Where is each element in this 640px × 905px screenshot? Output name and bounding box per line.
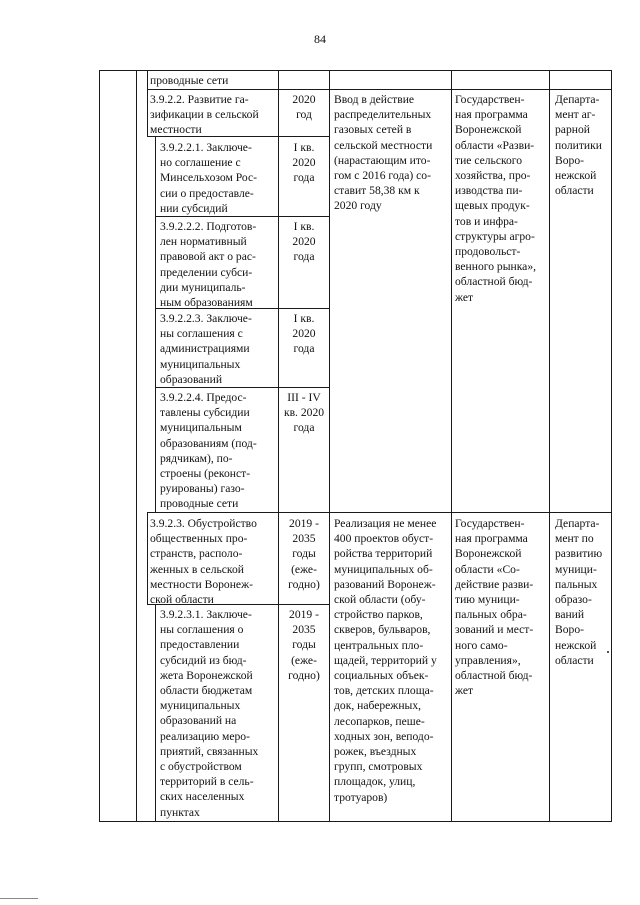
row-divider xyxy=(147,89,612,90)
measure-name-cell: проводные сети xyxy=(150,74,229,87)
subitem-indent-lower xyxy=(155,604,156,822)
deadline-cell: 2019 - 2035 годы (еже- годно) xyxy=(288,608,320,682)
measure-name-cell: 3.9.2.3. Обустройство общественных про- странств, располо- женных в сельской местности Воронеж- ской области xyxy=(150,517,257,607)
measure-name-cell: 3.9.2.2.1. Заключе- но соглашение с Минсельхозом Рос- сии о предоставле- нии субсидий xyxy=(160,141,257,215)
table-border-top xyxy=(99,70,612,71)
deadline-cell: 2019 - 2035 годы (еже- годно) xyxy=(288,517,320,591)
scan-edge-mark xyxy=(0,898,38,899)
row-divider xyxy=(147,512,612,513)
expected-result-cell: Реализация не менее 400 проектов обуст- ройства территорий муниципальных об- разований Воронеж- ской области (обу- стройство парков, скверов, бульваров, центральных пло- щадей, территорий у социальных объек- тов, детских площа- док, набережных, лесопарков, пеше- ходных зон, веподо- рожек, въездных групп, смотровых площадок, улиц, тротуаров) xyxy=(334,517,437,804)
deadline-cell: 2020 год xyxy=(292,93,316,122)
table-border-left xyxy=(99,70,100,822)
deadline-cell: I кв. 2020 года xyxy=(292,312,316,356)
subitem-indent-upper xyxy=(155,136,156,512)
funding-program-cell: Государствен- ная программа Воронежской области «Разви- тие сельского хозяйства, про- изводства пи- щевых продук- тов и инфра- структуры агро- продовольст- венного рынка», областной бюд- жет xyxy=(455,93,537,304)
table-border-bottom xyxy=(99,821,612,822)
column-divider-5 xyxy=(451,70,452,822)
funding-program-cell: Государствен- ная программа Воронежской области «Со- действие разви- тию муници- пальных обра- зований и мест- ного само- управления», областной бюд- жет xyxy=(455,517,534,698)
measure-name-cell: 3.9.2.2. Развитие га- зификации в сельской местности xyxy=(150,93,259,137)
measure-name-cell: 3.9.2.2.2. Подготов- лен нормативный правовой акт о рас- пределении субси- дии муниципаль- ным образованиям xyxy=(160,220,257,310)
deadline-cell: III - IV кв. 2020 года xyxy=(283,391,325,435)
responsible-executor-cell: Департа- мент по развитию муници- пальных образо- ваний Воро- нежской области xyxy=(555,517,603,667)
column-divider-2-middle xyxy=(147,512,148,604)
measure-name-cell: 3.9.2.3.1. Заключе- ны соглашения о предоставлении субсидий из бюд- жета Воронежской области бюджетам муниципальных образований на реализацию меро- приятий, связанных с обустройством территорий в сель- ских населенных пунктах xyxy=(160,608,259,819)
column-divider-2-upper xyxy=(147,70,148,136)
scan-speck xyxy=(607,651,609,653)
deadline-cell: I кв. 2020 года xyxy=(292,220,316,264)
row-divider xyxy=(155,387,329,388)
column-divider-1 xyxy=(136,70,137,822)
table-border-right xyxy=(611,70,612,822)
expected-result-cell: Ввод в действие распределительных газовых сетей в сельской местности (нарастающим ито- гом с 2016 года) со- ставит 58,38 км к 2020 году xyxy=(334,93,433,213)
deadline-cell: I кв. 2020 года xyxy=(292,141,316,185)
page-number: 84 xyxy=(314,32,326,46)
responsible-executor-cell: Департа- мент аг- рарной политики Воро- нежской области xyxy=(555,93,602,198)
column-divider-6 xyxy=(549,70,550,822)
measure-name-cell: 3.9.2.2.3. Заключе- ны соглашения с администрациями муниципальных образований xyxy=(160,312,252,386)
measure-name-cell: 3.9.2.2.4. Предос- тавлены субсидии муниципальным образованиям (под- рядчикам), по- строены (реконст- руированы) газо- проводные сети xyxy=(160,391,257,511)
column-divider-4 xyxy=(329,70,330,822)
row-divider xyxy=(155,216,329,217)
